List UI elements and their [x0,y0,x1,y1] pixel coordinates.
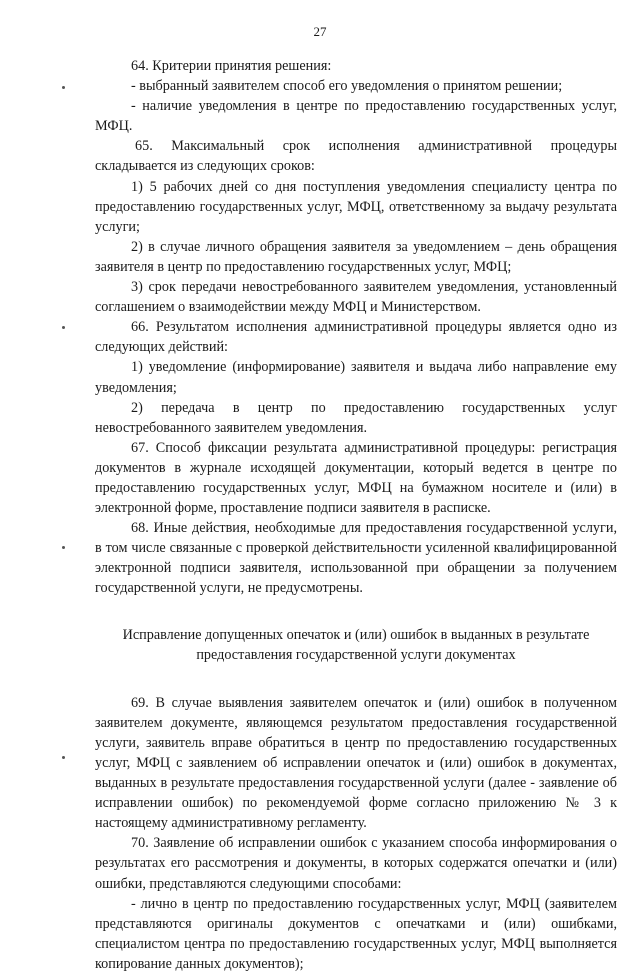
paragraph-65-item-2: 2) в случае личного обращения заявителя за уведомлением – день обращения заявителя в центр по предоставлению государственных услуг, МФЦ; [95,238,617,275]
paragraph-64-bullet-2: - наличие уведомления в центре по предоставлению государственных услуг, МФЦ. [95,98,617,135]
paragraph-64-title: 64. Критерии принятия решения: [131,58,332,74]
paragraph-69: 69. В случае выявления заявителем опечаток и (или) ошибок в полученном заявителем документе, являющемся результатом предоставления государственной услуги, заявитель вправе обратиться в центр по предоставлению государственных услуг, МФЦ с заявлением об исправлении опечаток и (или) ошибок в документах, выданных в результате предоставления государственной услуги (далее - заявление об исправлении ошибок) по рекомендуемой форме согласно приложению № 3 к настоящему административному регламенту. [95,694,617,832]
margin-dot [62,86,65,89]
margin-dot [62,756,65,759]
paragraph-65-item-1: 1) 5 рабочих дней со дня поступления уведомления специалисту центра по предоставлению государственных услуг, МФЦ, ответственному за выдачу результата услуги; [95,178,617,235]
document-body [95,56,617,974]
paragraph-68: 68. Иные действия, необходимые для предоставления государственной услуги, в том числе связанные с проверкой действительности усиленной квалифицированной электронной подписи заявителя, использованной при обращении за получением государственной услуги, не предусмотрены. [95,520,617,597]
paragraph-65: 65. Максимальный срок исполнения административной процедуры складывается из следующих сроков: [95,138,617,175]
paragraph-67: 67. Способ фиксации результата административной процедуры: регистрация документов в журнале исходящей документации, который ведется в центре по предоставлению государственных услуг, МФЦ на бумажном носителе и (или) в электронной форме, проставление подписи заявителя в расписке. [95,439,617,517]
paragraph-70: 70. Заявление об исправлении ошибок с указанием способа информирования о результатах его рассмотрения и документы, в которых содержатся опечатки и (или) ошибки, представляются следующими способами: [95,835,617,892]
paragraph-66-item-1: 1) уведомление (информирование) заявителя и выдача либо направление ему уведомления; [95,359,617,396]
paragraph-66-item-2: 2) передача в центр по предоставлению государственных услуг невостребованного заявителем уведомления. [95,399,617,436]
paragraph-65-item-3: 3) срок передачи невостребованного заявителем уведомления, установленный соглашением о взаимодействии между МФЦ и Министерством. [95,279,617,316]
margin-dot [62,546,65,549]
paragraph-64-bullet-1: - выбранный заявителем способ его уведомления о принятом решении; [131,78,563,95]
margin-dot [62,326,65,329]
section-heading: Исправление допущенных опечаток и (или) ошибок в выданных в результате предоставления государственной услуги документах [122,626,590,663]
page-number: 27 [313,24,327,39]
paragraph-70-bullet-1: - лично в центр по предоставлению государственных услуг, МФЦ (заявителем представляются оригиналы документов с опечатками и (или) ошибками, специалистом центра по предоставлению государственных услуг, МФЦ выполняется копирование данных документов); [95,895,617,972]
paragraph-66: 66. Результатом исполнения административной процедуры является одно из следующих действий: [95,319,617,356]
